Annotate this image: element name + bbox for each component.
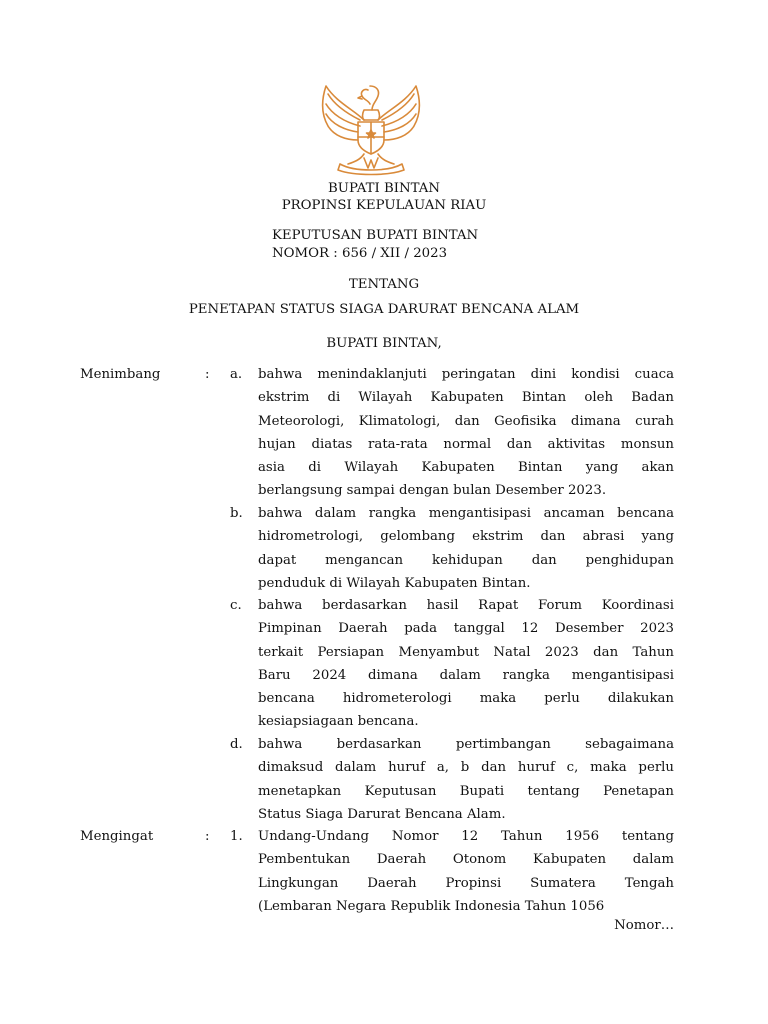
item-marker: d. — [230, 737, 243, 752]
section-label: Menimbang — [80, 367, 161, 382]
item-paragraph — [258, 502, 674, 595]
paragraph-line: bencana hidrometerologi maka perlu dilakukan — [258, 691, 674, 707]
garuda-emblem-icon — [314, 80, 428, 176]
section-colon: : — [205, 367, 210, 382]
paragraph-line: asia di Wilayah Kabupaten Bintan yang akan — [258, 460, 674, 476]
paragraph-line: Baru 2024 dimana dalam rangka mengantisipasi — [258, 667, 674, 683]
paragraph-line: menetapkan Keputusan Bupati tentang Penetapan — [258, 783, 674, 799]
paragraph-line: penduduk di Wilayah Kabupaten Bintan. — [258, 575, 531, 591]
item-marker: c. — [230, 598, 242, 613]
item-marker: a. — [230, 367, 243, 382]
paragraph-line: Status Siaga Darurat Bencana Alam. — [258, 806, 506, 822]
province-heading: PROPINSI KEPULAUAN RIAU — [281, 198, 487, 213]
paragraph-line: berlangsung sampai dengan bulan Desember 2023. — [258, 483, 607, 499]
paragraph-line: hujan diatas rata-rata normal dan aktivitas monsun — [258, 436, 674, 452]
item-marker: 1. — [230, 829, 243, 844]
paragraph-line: bahwa berdasarkan pertimbangan sebagaimana — [258, 737, 674, 752]
item-paragraph — [258, 594, 674, 734]
subject-heading: PENETAPAN STATUS SIAGA DARURAT BENCANA ALAM — [188, 302, 580, 317]
item-paragraph — [258, 363, 674, 503]
continuation-text: Nomor… — [614, 918, 674, 933]
paragraph-line: kesiapsiagaan bencana. — [258, 714, 419, 730]
paragraph-line: Pimpinan Daerah pada tanggal 12 Desember 2023 — [258, 621, 674, 637]
issuer-heading: BUPATI BINTAN, — [326, 336, 442, 351]
paragraph-line: dapat mengancan kehidupan dan penghidupan — [258, 552, 674, 568]
paragraph-line: Pembentukan Daerah Otonom Kabupaten dalam — [258, 852, 674, 868]
paragraph-line: ekstrim di Wilayah Kabupaten Bintan oleh Badan — [258, 390, 674, 406]
paragraph-line: terkait Persiapan Menyambut Natal 2023 dan Tahun — [258, 644, 674, 660]
authority-heading: BUPATI BINTAN — [328, 181, 440, 196]
paragraph-line: Meteorologi, Klimatologi, dan Geofisika dimana curah — [258, 413, 674, 429]
item-paragraph — [258, 733, 674, 826]
paragraph-line: Undang-Undang Nomor 12 Tahun 1956 tentang — [258, 829, 674, 844]
paragraph-line: dimaksud dalam huruf a, b dan huruf c, maka perlu — [258, 760, 674, 776]
decree-number: NOMOR : 656 / XII / 2023 — [272, 246, 448, 261]
paragraph-line: hidrometrologi, gelombang ekstrim dan abrasi yang — [258, 529, 674, 545]
about-heading: TENTANG — [348, 277, 420, 292]
paragraph-line: bahwa dalam rangka mengantisipasi ancaman bencana — [258, 506, 674, 521]
decree-title: KEPUTUSAN BUPATI BINTAN — [272, 228, 479, 243]
section-label: Mengingat — [80, 829, 154, 844]
item-paragraph — [258, 825, 674, 918]
item-marker: b. — [230, 506, 243, 521]
paragraph-line: Lingkungan Daerah Propinsi Sumatera Tengah — [258, 875, 674, 891]
paragraph-line: bahwa berdasarkan hasil Rapat Forum Koordinasi — [258, 598, 674, 613]
section-colon: : — [205, 829, 210, 844]
paragraph-line: bahwa menindaklanjuti peringatan dini kondisi cuaca — [258, 367, 674, 382]
paragraph-line: (Lembaran Negara Republik Indonesia Tahun 1056 — [258, 898, 605, 914]
